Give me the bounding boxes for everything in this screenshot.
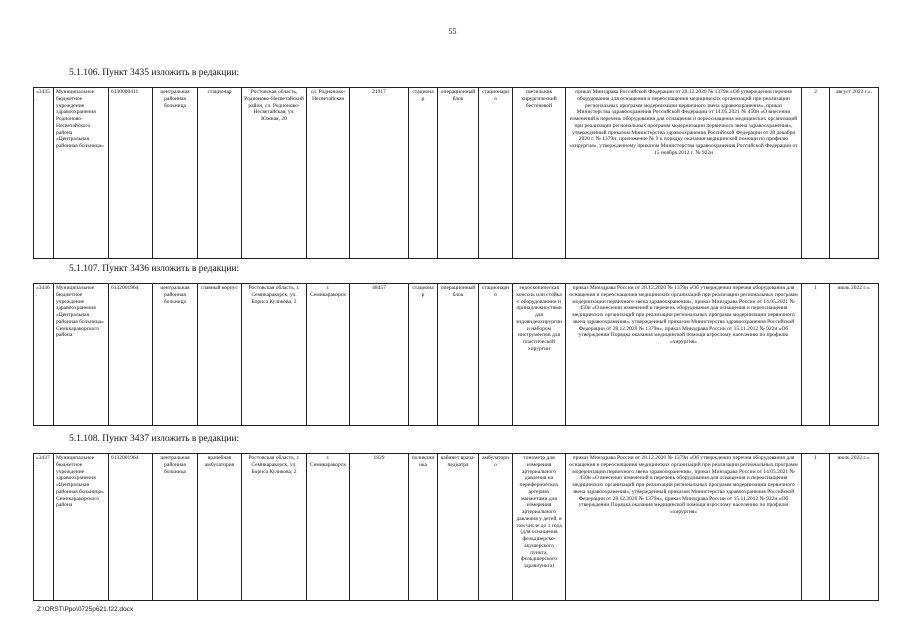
section-heading-3437: 5.1.108. Пункт 3437 изложить в редакции: — [69, 434, 240, 444]
cell-address: Ростовская область, Родионово-Несветайский район, сл. Родионово-Несветайская, ул. Южная, 20 — [242, 88, 307, 259]
cell-num: «3435. — [34, 88, 54, 259]
cell-subdivision: врачебная амбулатория — [198, 454, 242, 601]
cell-address: Ростовская область, г. Семикаракорск, ул. Бориса Куликова, 2 — [242, 454, 307, 601]
cell-type: центральная районная больница — [153, 454, 198, 601]
cell-type: центральная районная больница — [153, 284, 198, 426]
cell-equipment: светильник хирургический бестеневой — [513, 88, 566, 259]
cell-order: приказ Минздрава России от 28.12.2020 № 1379н «Об утверждении перечня оборудования для оснащения и переоснащения медицинских организаций при реализации региональных программ модернизации первичного звена здравоохранения», приказ Минздрава России от 14.05.2021 № 450н «О внесении изменений в перечень оборудования для оснащения и переоснащения медицинских организаций при реализации региональных программ модернизации первичного звена здравоохранения», утвержденный приказом Министерства здравоохранения Российской Федерации от 28.12.2020 № 1379н», приказ Минздрава России от 15.11.2012 № 922н «Об утверждении Порядка оказания медицинской помощи взрослому населению по профилю «хирургия» — [566, 284, 802, 426]
table-row — [34, 284, 879, 426]
cell-qty: 2 — [802, 88, 830, 259]
cell-dept: стационарно — [479, 88, 513, 259]
section-heading-3436: 5.1.107. Пункт 3436 изложить в редакции: — [69, 264, 240, 274]
cell-kind: стационар — [409, 284, 438, 426]
table-row — [34, 454, 879, 601]
section-heading-3435: 5.1.106. Пункт 3435 изложить в редакции: — [69, 68, 240, 78]
cell-locality: г. Семикаракорск — [307, 284, 350, 426]
cell-date: июль 2022 г.». — [830, 284, 879, 426]
cell-room: операционный блок — [438, 88, 479, 259]
cell-num: «3436. — [34, 284, 54, 426]
cell-qty: 1 — [802, 454, 830, 601]
table-row — [34, 88, 879, 259]
cell-dept: стационарно — [479, 284, 513, 426]
cell-code: 6130000411 — [109, 88, 153, 259]
cell-org: Муниципальное бюджетное учреждение здравоохранения Родионово-Несветайского района «Центральная районная больница» — [54, 88, 109, 259]
cell-code: 6132001964 — [109, 284, 153, 426]
cell-address: Ростовская область, г. Семикаракорск, ул. Бориса Куликова, 2 — [242, 284, 307, 426]
cell-subdivision: главный корпус — [198, 284, 242, 426]
table-item-3437 — [33, 453, 879, 601]
cell-order: приказ Минздрава Российской Федерации от 28.12.2020 № 1379н «Об утверждении перечня оборудования для оснащения и переоснащения медицинских организаций при реализации региональных программ модернизации первичного звена здравоохранения», приказ Министерства здравоохранения Российской Федерации от 14.05.2021 № 450н «О внесении изменений в перечень оборудования для оснащения и переоснащения медицинских организаций при реализации региональных программ модернизации первичного звена здравоохранения», утвержденный приказом Министерства здравоохранения Российской Федерации от 28 декабря 2020 г. № 1379н; приложение № 9 к порядку оказания медицинской помощи по профилю «хирургия», утвержденному приказом Министерства здравоохранения Российской Федерации от 15 ноября 2012 г. № 922н — [566, 88, 802, 259]
cell-date: август 2022 г.». — [830, 88, 879, 259]
cell-room: кабинет врача-педиатра — [438, 454, 479, 601]
cell-okved: 21917 — [350, 88, 409, 259]
cell-date: июль 2022 г.». — [830, 454, 879, 601]
cell-kind: поликлиника — [409, 454, 438, 601]
cell-equipment: тонометр для измерения артериального давления на периферических артериях манжетами для измерения артериального давления у детей, в том числе до 1 года (для оснащения фельдшерско-акушерского пункта, фельдшерского здравпункта) — [513, 454, 566, 601]
cell-okved: 1829 — [350, 454, 409, 601]
table-item-3436 — [33, 283, 879, 426]
page-number: 55 — [448, 27, 457, 36]
cell-type: центральная районная больница — [153, 88, 198, 259]
cell-kind: стационар — [409, 88, 438, 259]
cell-locality: сл. Родионово-Несветайская — [307, 88, 350, 259]
cell-num: «3437. — [34, 454, 54, 601]
cell-okved: 48457 — [350, 284, 409, 426]
file-path-footer: Z:\ORST\Ppo\0725p621.f22.docx — [37, 606, 134, 613]
cell-equipment: эндоскопическая консоль или стойка с оборудованием и принадлежностями для эндовидеохирургии и набором инструментов для пластической хирургии — [513, 284, 566, 426]
cell-code: 6132001964 — [109, 454, 153, 601]
cell-locality: г. Семикаракорск — [307, 454, 350, 601]
cell-qty: 1 — [802, 284, 830, 426]
cell-org: Муниципальное бюджетное учреждение здравоохранения «Центральная районная больница» Семикаракорского района — [54, 284, 109, 426]
cell-room: операционный блок — [438, 284, 479, 426]
cell-order: приказ Минздрава России от 28.12.2020 № 1379н «Об утверждении перечня оборудования для оснащения и переоснащения медицинских организаций при реализации региональных программ модернизации первичного звена здравоохранения», приказ Минздрава России от 14.05.2021 № 450н «О внесении изменений в перечень оборудования для оснащения и переоснащения медицинских организаций при реализации региональных программ модернизации первичного звена здравоохранения», утвержденный приказом Министерства здравоохранения Российской Федерации от 28.12.2020 № 1379н», приказ Минздрава России от 15.11.2012 № 922н «Об утверждении Порядка оказания медицинской помощи взрослому населению по профилю «хирургия» — [566, 454, 802, 601]
cell-dept: амбулаторно — [479, 454, 513, 601]
table-item-3435 — [33, 87, 879, 259]
cell-org: Муниципальное бюджетное учреждение здравоохранения «Центральная районная больница» Семикаракорского района — [54, 454, 109, 601]
cell-subdivision: стационар — [198, 88, 242, 259]
